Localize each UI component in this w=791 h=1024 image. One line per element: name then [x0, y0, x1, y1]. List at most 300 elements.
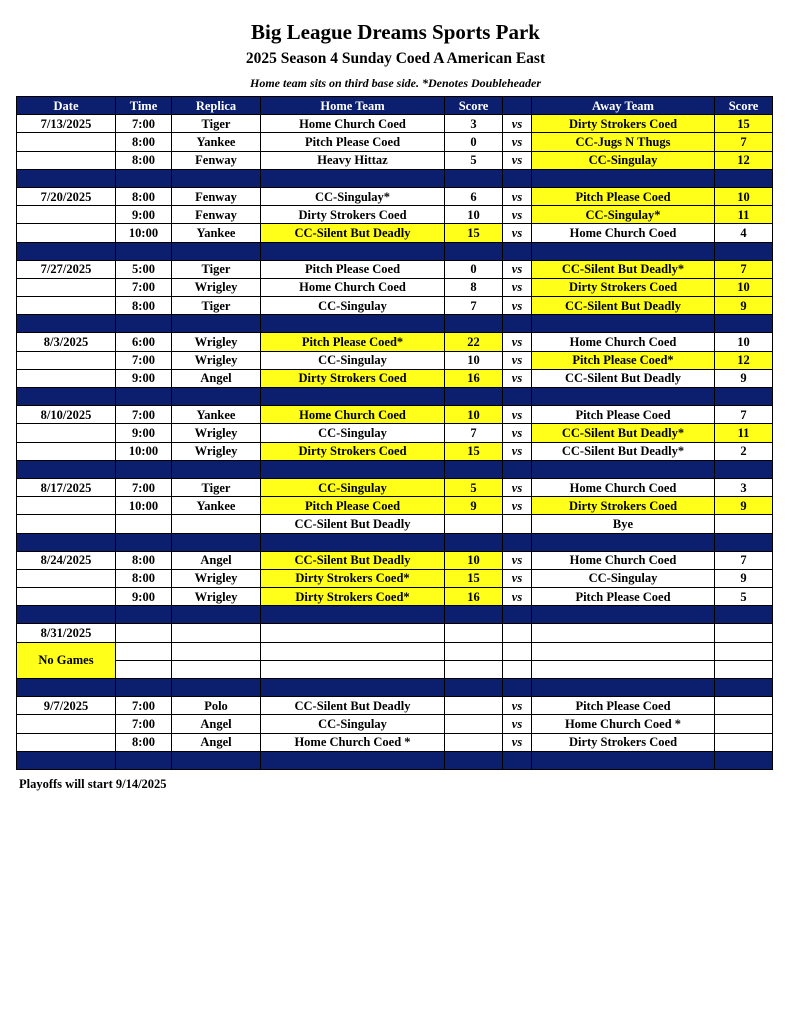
time-cell: 10:00 — [116, 224, 172, 242]
away-score-cell: 9 — [715, 297, 773, 315]
vs-cell: vs — [503, 697, 532, 715]
replica-cell: Polo — [172, 697, 261, 715]
time-cell: 7:00 — [116, 697, 172, 715]
date-cell: 8/3/2025 — [17, 333, 116, 351]
home-team-cell: Home Church Coed * — [261, 733, 445, 751]
separator-cell — [503, 606, 532, 624]
vs-cell: vs — [503, 406, 532, 424]
vs-cell: vs — [503, 333, 532, 351]
away-score-cell: 2 — [715, 442, 773, 460]
away-score-cell: 7 — [715, 133, 773, 151]
home-team-cell: CC-Silent But Deadly — [261, 515, 445, 533]
separator-cell — [715, 751, 773, 769]
away-score-cell: 9 — [715, 369, 773, 387]
vs-cell: vs — [503, 151, 532, 169]
vs-cell: vs — [503, 497, 532, 515]
away-team-cell: Home Church Coed — [532, 333, 715, 351]
empty-cell — [116, 660, 172, 678]
separator-cell — [445, 460, 503, 478]
away-score-cell: 10 — [715, 278, 773, 296]
separator-cell — [116, 533, 172, 551]
date-cell — [17, 297, 116, 315]
separator-cell — [715, 169, 773, 187]
separator-cell — [532, 388, 715, 406]
home-team-cell: CC-Singulay — [261, 297, 445, 315]
date-cell — [17, 278, 116, 296]
empty-cell — [116, 624, 172, 642]
home-team-cell: Pitch Please Coed — [261, 260, 445, 278]
separator-cell — [261, 242, 445, 260]
home-score-cell: 10 — [445, 551, 503, 569]
date-cell: 9/7/2025 — [17, 697, 116, 715]
date-cell: 7/20/2025 — [17, 187, 116, 205]
separator-cell — [503, 169, 532, 187]
time-cell: 8:00 — [116, 297, 172, 315]
col-header-replica: Replica — [172, 97, 261, 115]
date-cell — [17, 515, 116, 533]
date-cell — [17, 424, 116, 442]
table-row — [17, 551, 773, 569]
replica-cell: Fenway — [172, 151, 261, 169]
replica-cell — [172, 515, 261, 533]
away-score-cell: 11 — [715, 206, 773, 224]
separator-cell — [261, 606, 445, 624]
separator-cell — [17, 533, 116, 551]
separator-cell — [172, 315, 261, 333]
time-cell: 10:00 — [116, 442, 172, 460]
away-score-cell — [715, 515, 773, 533]
separator-cell — [445, 533, 503, 551]
away-team-cell: Pitch Please Coed — [532, 406, 715, 424]
col-header-away-score: Score — [715, 97, 773, 115]
time-cell: 8:00 — [116, 151, 172, 169]
home-score-cell: 3 — [445, 115, 503, 133]
time-cell: 8:00 — [116, 733, 172, 751]
time-cell: 8:00 — [116, 551, 172, 569]
time-cell: 9:00 — [116, 588, 172, 606]
separator-cell — [532, 315, 715, 333]
away-team-cell: Pitch Please Coed — [532, 588, 715, 606]
separator-cell — [532, 533, 715, 551]
away-score-cell — [715, 733, 773, 751]
separator-cell — [503, 315, 532, 333]
separator-cell — [172, 533, 261, 551]
home-score-cell: 6 — [445, 187, 503, 205]
separator-cell — [116, 242, 172, 260]
separator-cell — [116, 679, 172, 697]
home-team-cell: Heavy Hittaz — [261, 151, 445, 169]
col-header-home-team: Home Team — [261, 97, 445, 115]
home-team-cell: Pitch Please Coed* — [261, 333, 445, 351]
home-team-cell: Home Church Coed — [261, 278, 445, 296]
empty-cell — [532, 642, 715, 660]
date-cell: 8/10/2025 — [17, 406, 116, 424]
separator-row — [17, 315, 773, 333]
table-row — [17, 442, 773, 460]
table-row — [17, 151, 773, 169]
separator-cell — [715, 315, 773, 333]
replica-cell: Tiger — [172, 478, 261, 496]
home-score-cell — [445, 697, 503, 715]
home-score-cell: 0 — [445, 260, 503, 278]
away-score-cell: 15 — [715, 115, 773, 133]
table-row — [17, 351, 773, 369]
col-header-home-score: Score — [445, 97, 503, 115]
separator-cell — [715, 242, 773, 260]
home-score-cell — [445, 715, 503, 733]
table-row — [17, 369, 773, 387]
home-team-cell: CC-Silent But Deadly — [261, 224, 445, 242]
separator-cell — [532, 169, 715, 187]
home-score-cell: 10 — [445, 351, 503, 369]
home-team-cell: CC-Silent But Deadly — [261, 697, 445, 715]
table-row — [17, 297, 773, 315]
separator-cell — [261, 533, 445, 551]
home-team-cell: CC-Singulay — [261, 478, 445, 496]
away-team-cell: Home Church Coed — [532, 224, 715, 242]
separator-cell — [532, 606, 715, 624]
separator-cell — [261, 460, 445, 478]
home-score-cell: 10 — [445, 406, 503, 424]
away-team-cell: Home Church Coed — [532, 478, 715, 496]
separator-cell — [116, 460, 172, 478]
home-score-cell: 5 — [445, 151, 503, 169]
away-team-cell: CC-Silent But Deadly — [532, 369, 715, 387]
separator-cell — [17, 242, 116, 260]
separator-cell — [17, 315, 116, 333]
separator-cell — [172, 751, 261, 769]
away-team-cell: Home Church Coed — [532, 551, 715, 569]
col-header-vs — [503, 97, 532, 115]
replica-cell: Wrigley — [172, 424, 261, 442]
home-team-cell: Pitch Please Coed — [261, 497, 445, 515]
separator-row — [17, 533, 773, 551]
separator-row — [17, 460, 773, 478]
table-row — [17, 187, 773, 205]
separator-cell — [445, 315, 503, 333]
time-cell: 6:00 — [116, 333, 172, 351]
separator-cell — [116, 388, 172, 406]
away-score-cell — [715, 715, 773, 733]
replica-cell: Angel — [172, 369, 261, 387]
away-team-cell: CC-Singulay — [532, 569, 715, 587]
vs-cell: vs — [503, 715, 532, 733]
empty-cell — [715, 624, 773, 642]
home-score-cell: 10 — [445, 206, 503, 224]
home-score-cell: 9 — [445, 497, 503, 515]
separator-cell — [715, 679, 773, 697]
table-row — [17, 697, 773, 715]
away-score-cell: 7 — [715, 260, 773, 278]
time-cell — [116, 515, 172, 533]
time-cell: 7:00 — [116, 115, 172, 133]
separator-cell — [17, 388, 116, 406]
date-cell: 7/13/2025 — [17, 115, 116, 133]
empty-cell — [503, 624, 532, 642]
vs-cell: vs — [503, 569, 532, 587]
replica-cell: Tiger — [172, 260, 261, 278]
empty-cell — [715, 660, 773, 678]
table-row — [17, 569, 773, 587]
table-row — [17, 115, 773, 133]
away-team-cell: Dirty Strokers Coed — [532, 278, 715, 296]
table-row — [17, 497, 773, 515]
separator-cell — [116, 169, 172, 187]
separator-cell — [116, 315, 172, 333]
time-cell: 7:00 — [116, 406, 172, 424]
date-cell — [17, 133, 116, 151]
vs-cell: vs — [503, 424, 532, 442]
table-row — [17, 224, 773, 242]
time-cell: 10:00 — [116, 497, 172, 515]
home-team-cell: Dirty Strokers Coed — [261, 206, 445, 224]
schedule-table — [16, 96, 773, 770]
home-score-cell: 5 — [445, 478, 503, 496]
home-score-cell: 15 — [445, 442, 503, 460]
page-title: Big League Dreams Sports Park — [251, 20, 540, 44]
col-header-away-team: Away Team — [532, 97, 715, 115]
home-team-cell: CC-Singulay* — [261, 187, 445, 205]
away-score-cell — [715, 697, 773, 715]
vs-cell: vs — [503, 369, 532, 387]
separator-cell — [261, 315, 445, 333]
separator-cell — [261, 679, 445, 697]
home-score-cell: 15 — [445, 569, 503, 587]
away-score-cell: 7 — [715, 406, 773, 424]
vs-cell: vs — [503, 588, 532, 606]
replica-cell: Angel — [172, 715, 261, 733]
table-row — [17, 133, 773, 151]
away-team-cell: Dirty Strokers Coed — [532, 115, 715, 133]
separator-cell — [172, 460, 261, 478]
home-team-cell: CC-Singulay — [261, 715, 445, 733]
away-team-cell: Dirty Strokers Coed — [532, 733, 715, 751]
replica-cell: Tiger — [172, 297, 261, 315]
time-cell: 9:00 — [116, 369, 172, 387]
date-cell: 8/31/2025 — [17, 624, 116, 642]
separator-cell — [715, 388, 773, 406]
separator-cell — [172, 606, 261, 624]
playoffs-note: Playoffs will start 9/14/2025 — [19, 777, 167, 791]
replica-cell: Tiger — [172, 115, 261, 133]
empty-cell — [172, 624, 261, 642]
empty-cell — [503, 642, 532, 660]
away-score-cell: 7 — [715, 551, 773, 569]
table-row — [17, 206, 773, 224]
time-cell: 7:00 — [116, 715, 172, 733]
home-score-cell: 8 — [445, 278, 503, 296]
separator-cell — [532, 679, 715, 697]
replica-cell: Yankee — [172, 406, 261, 424]
table-row — [17, 478, 773, 496]
vs-cell: vs — [503, 551, 532, 569]
separator-cell — [503, 679, 532, 697]
table-row — [17, 278, 773, 296]
no-games-cell: No Games — [17, 642, 116, 678]
away-score-cell: 9 — [715, 569, 773, 587]
home-team-cell: Pitch Please Coed — [261, 133, 445, 151]
home-score-cell: 7 — [445, 297, 503, 315]
home-team-cell: Home Church Coed — [261, 406, 445, 424]
separator-cell — [261, 751, 445, 769]
table-row — [17, 333, 773, 351]
away-team-cell: Home Church Coed * — [532, 715, 715, 733]
separator-cell — [17, 169, 116, 187]
away-score-cell: 12 — [715, 351, 773, 369]
table-row — [17, 260, 773, 278]
separator-cell — [116, 606, 172, 624]
empty-cell — [261, 642, 445, 660]
home-score-cell: 16 — [445, 588, 503, 606]
home-score-cell: 7 — [445, 424, 503, 442]
replica-cell: Fenway — [172, 206, 261, 224]
empty-cell — [445, 660, 503, 678]
replica-cell: Angel — [172, 551, 261, 569]
home-score-cell — [445, 733, 503, 751]
vs-cell: vs — [503, 115, 532, 133]
date-cell — [17, 715, 116, 733]
away-score-cell: 10 — [715, 187, 773, 205]
separator-cell — [445, 388, 503, 406]
separator-cell — [172, 169, 261, 187]
date-cell — [17, 588, 116, 606]
replica-cell: Wrigley — [172, 569, 261, 587]
vs-cell: vs — [503, 442, 532, 460]
empty-cell — [503, 660, 532, 678]
separator-cell — [17, 679, 116, 697]
table-header-row — [17, 97, 773, 115]
home-score-cell: 0 — [445, 133, 503, 151]
table-row — [17, 624, 773, 642]
away-score-cell: 3 — [715, 478, 773, 496]
time-cell: 5:00 — [116, 260, 172, 278]
col-header-date: Date — [17, 97, 116, 115]
time-cell: 8:00 — [116, 187, 172, 205]
replica-cell: Wrigley — [172, 442, 261, 460]
home-score-cell — [445, 515, 503, 533]
replica-cell: Angel — [172, 733, 261, 751]
away-score-cell: 10 — [715, 333, 773, 351]
separator-cell — [503, 242, 532, 260]
table-row — [17, 515, 773, 533]
date-cell — [17, 497, 116, 515]
vs-cell: vs — [503, 478, 532, 496]
separator-cell — [503, 388, 532, 406]
date-cell — [17, 151, 116, 169]
empty-cell — [445, 642, 503, 660]
date-cell — [17, 569, 116, 587]
away-team-cell: Dirty Strokers Coed — [532, 497, 715, 515]
away-team-cell: Pitch Please Coed — [532, 697, 715, 715]
separator-row — [17, 679, 773, 697]
empty-cell — [261, 660, 445, 678]
date-cell — [17, 206, 116, 224]
date-cell — [17, 442, 116, 460]
separator-cell — [116, 751, 172, 769]
separator-cell — [172, 679, 261, 697]
empty-cell — [445, 624, 503, 642]
schedule-body — [17, 115, 773, 770]
away-team-cell: Pitch Please Coed* — [532, 351, 715, 369]
separator-cell — [503, 460, 532, 478]
away-team-cell: Bye — [532, 515, 715, 533]
home-team-cell: CC-Singulay — [261, 424, 445, 442]
separator-cell — [261, 169, 445, 187]
vs-cell: vs — [503, 278, 532, 296]
vs-cell: vs — [503, 187, 532, 205]
home-team-cell: Dirty Strokers Coed* — [261, 569, 445, 587]
time-cell: 9:00 — [116, 206, 172, 224]
away-team-cell: CC-Singulay — [532, 151, 715, 169]
home-team-cell: Dirty Strokers Coed* — [261, 588, 445, 606]
replica-cell: Yankee — [172, 224, 261, 242]
home-team-cell: CC-Silent But Deadly — [261, 551, 445, 569]
away-team-cell: CC-Silent But Deadly* — [532, 424, 715, 442]
empty-cell — [172, 642, 261, 660]
away-team-cell: CC-Silent But Deadly* — [532, 442, 715, 460]
separator-cell — [715, 606, 773, 624]
time-cell: 7:00 — [116, 351, 172, 369]
away-team-cell: CC-Silent But Deadly* — [532, 260, 715, 278]
time-cell: 9:00 — [116, 424, 172, 442]
separator-cell — [503, 751, 532, 769]
away-team-cell: CC-Jugs N Thugs — [532, 133, 715, 151]
away-score-cell: 9 — [715, 497, 773, 515]
table-row — [17, 715, 773, 733]
table-row — [17, 660, 773, 678]
separator-cell — [532, 460, 715, 478]
home-score-cell: 22 — [445, 333, 503, 351]
empty-cell — [715, 642, 773, 660]
away-score-cell: 5 — [715, 588, 773, 606]
separator-cell — [261, 388, 445, 406]
separator-row — [17, 751, 773, 769]
date-cell — [17, 369, 116, 387]
separator-cell — [715, 533, 773, 551]
away-score-cell: 11 — [715, 424, 773, 442]
table-row — [17, 424, 773, 442]
replica-cell: Yankee — [172, 133, 261, 151]
home-team-cell: Home Church Coed — [261, 115, 445, 133]
separator-cell — [17, 460, 116, 478]
date-cell — [17, 224, 116, 242]
separator-cell — [532, 242, 715, 260]
col-header-time: Time — [116, 97, 172, 115]
date-cell — [17, 351, 116, 369]
date-cell: 8/17/2025 — [17, 478, 116, 496]
empty-cell — [172, 660, 261, 678]
separator-cell — [17, 751, 116, 769]
replica-cell: Wrigley — [172, 333, 261, 351]
vs-cell: vs — [503, 733, 532, 751]
table-row — [17, 642, 773, 660]
away-score-cell: 12 — [715, 151, 773, 169]
separator-row — [17, 606, 773, 624]
table-row — [17, 406, 773, 424]
replica-cell: Fenway — [172, 187, 261, 205]
vs-cell: vs — [503, 133, 532, 151]
separator-row — [17, 388, 773, 406]
home-score-cell: 15 — [445, 224, 503, 242]
separator-cell — [503, 533, 532, 551]
time-cell: 7:00 — [116, 478, 172, 496]
separator-cell — [445, 606, 503, 624]
vs-cell: vs — [503, 206, 532, 224]
time-cell: 7:00 — [116, 278, 172, 296]
separator-cell — [445, 679, 503, 697]
replica-cell: Wrigley — [172, 588, 261, 606]
separator-cell — [445, 751, 503, 769]
